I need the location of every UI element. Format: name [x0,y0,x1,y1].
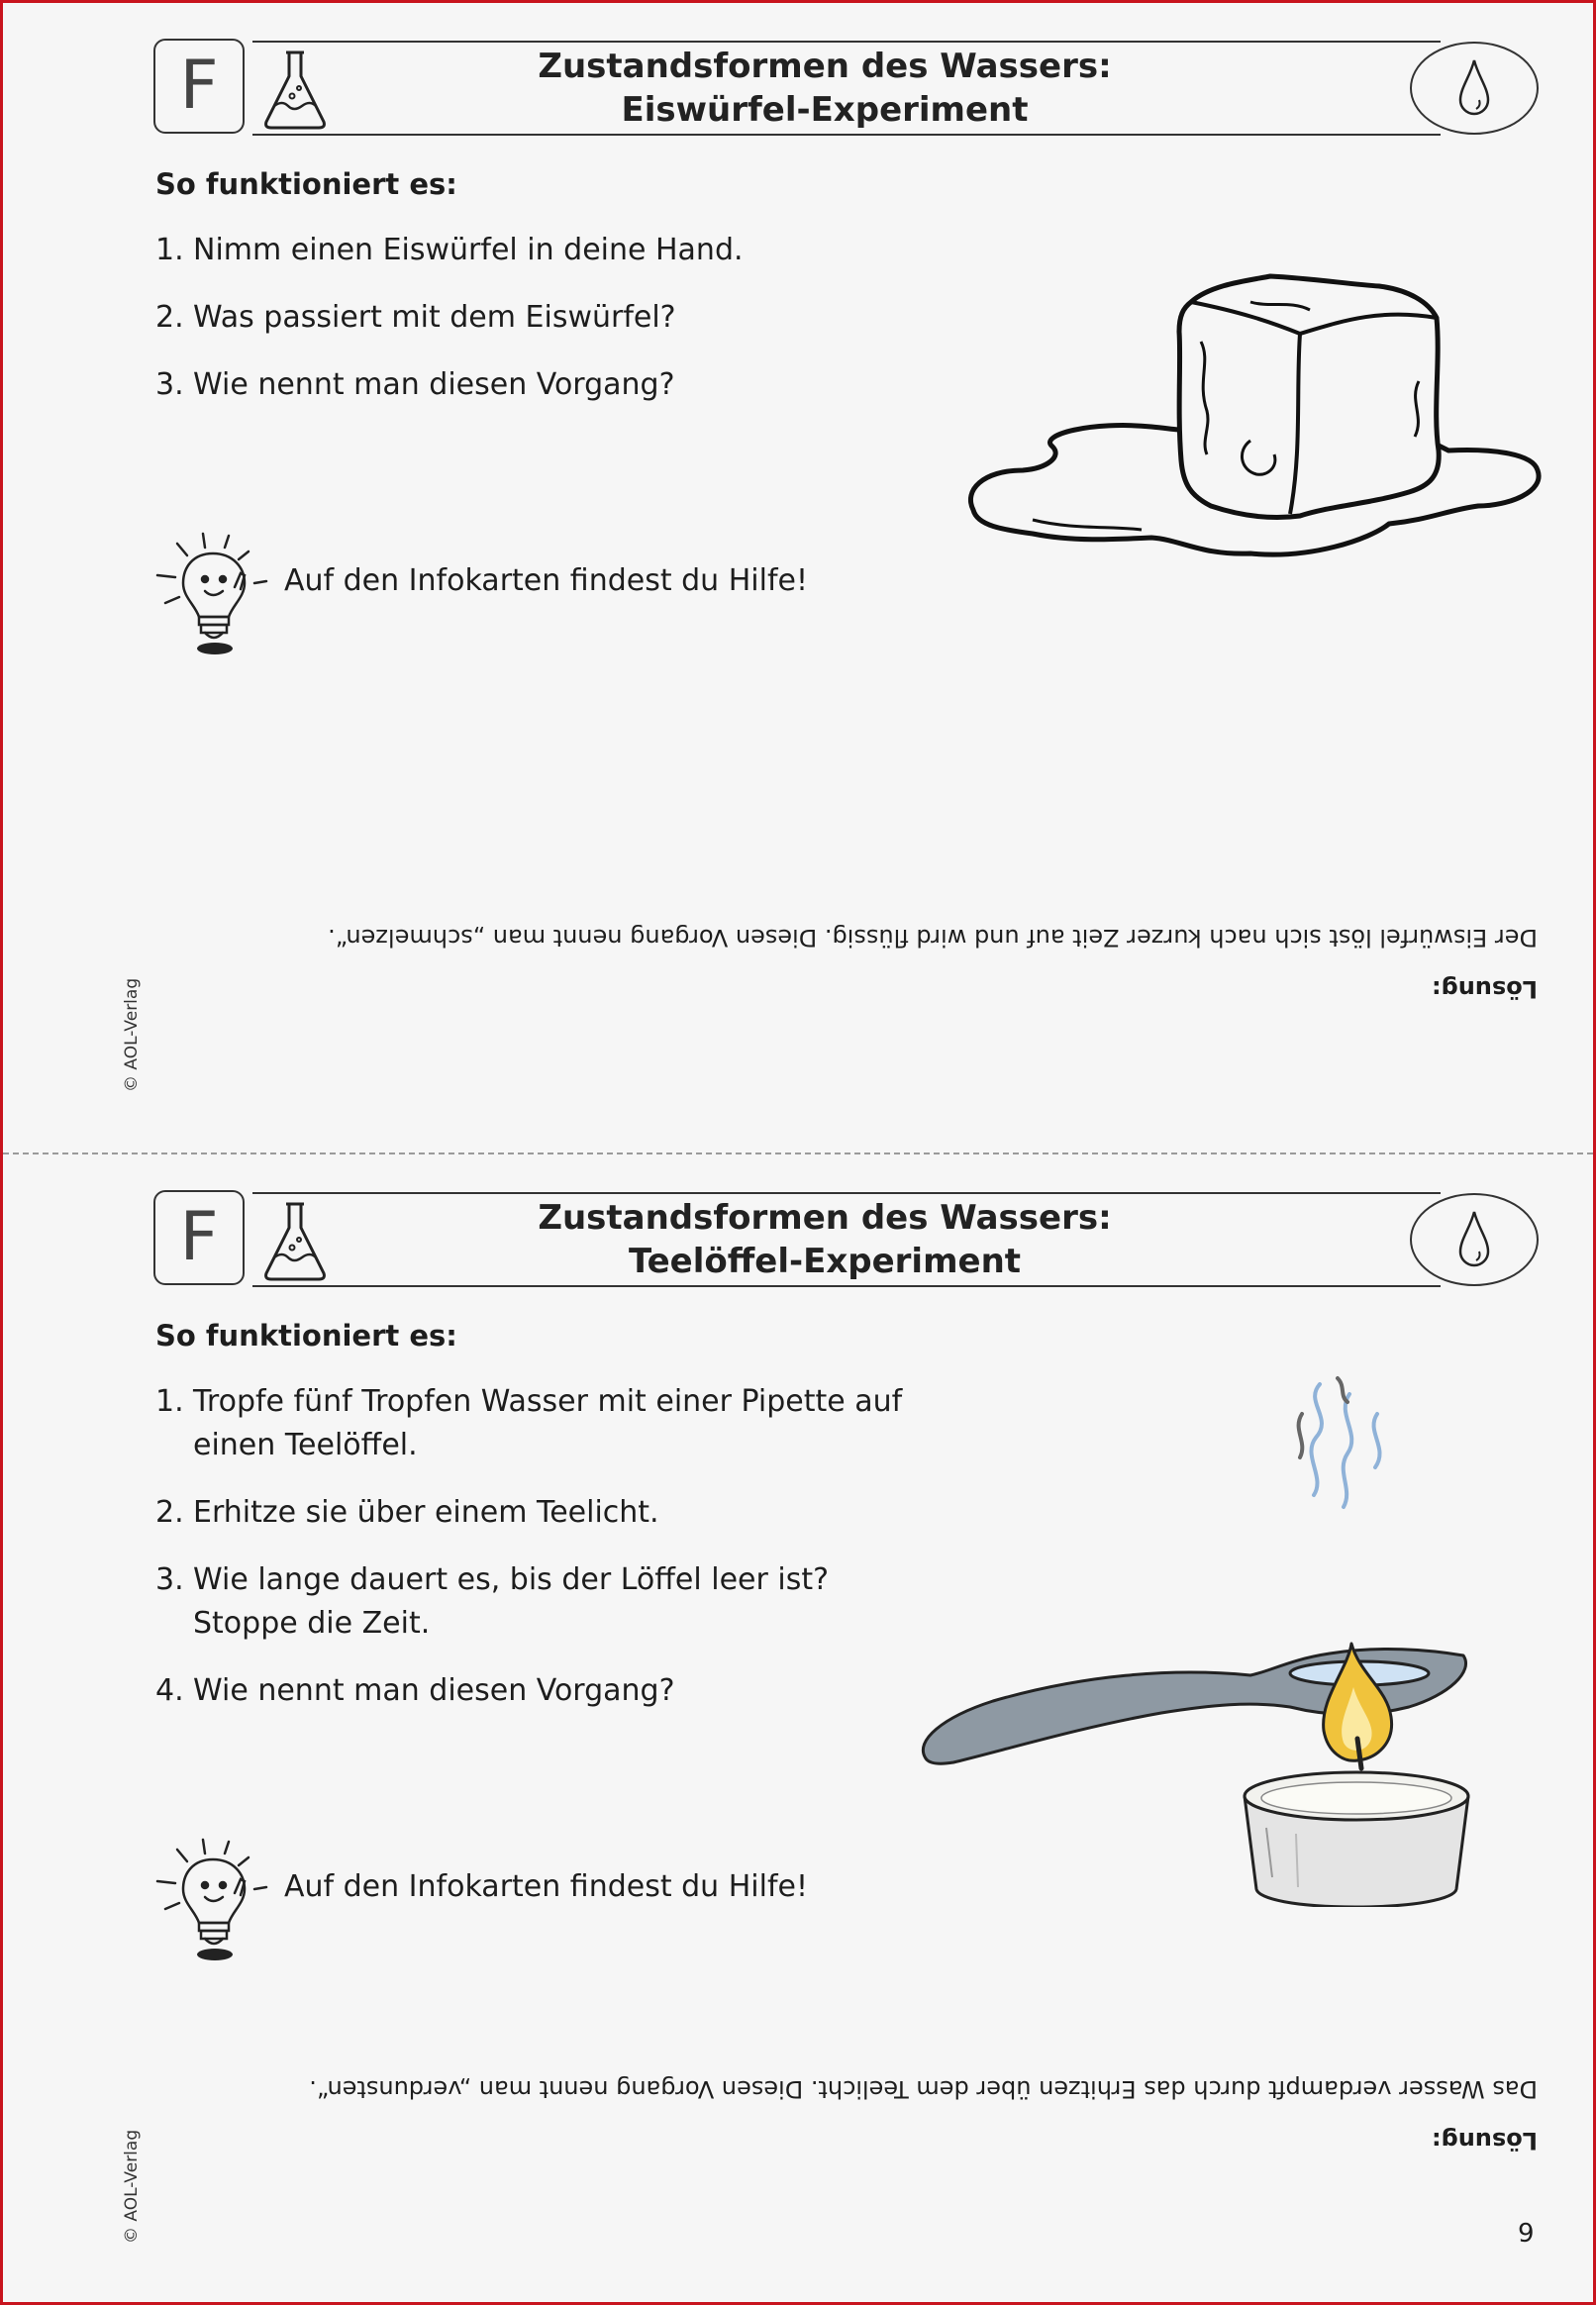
solution-text: Das Wasser verdampft durch das Erhitzen über dem Teelicht. Diesen Vorgang nennt man „verdunsten“. [309,2075,1538,2103]
step-item: 2. Was passiert mit dem Eiswürfel? [155,300,676,335]
steps-list [155,1380,908,1737]
card-title [429,1196,1221,1283]
step-item: 4. Wie nennt man diesen Vorgang? [155,1673,675,1708]
solution-label: Lösung: [1431,975,1538,1003]
solution-box [300,2075,1538,2155]
title-line-1: Zustandsformen des Wassers: [538,1198,1112,1238]
water-drop-icon [1409,41,1540,136]
flask-icon [258,47,332,132]
hint-box [153,1834,847,1962]
page-number: 9 [1518,2219,1535,2249]
tealight-illustration [1237,1640,1474,1907]
hint-text: Auf den Infokarten findest du Hilfe! [284,1869,808,1904]
solution-label: Lösung: [1431,2127,1538,2155]
steps-list [155,229,928,431]
category-badge: F [153,39,245,134]
step-item: 3. Wie lange dauert es, bis der Löffel leer ist? Stoppe die Zeit. [155,1562,830,1641]
lightbulb-icon [153,1834,272,1962]
solution-box [300,924,1538,1003]
solution-text: Der Eiswürfel löst sich nach kurzer Zeit auf und wird flüssig. Diesen Vorgang nennt man „schmelzen“. [328,924,1538,952]
instructions-heading: So funktioniert es: [155,1319,457,1353]
lightbulb-icon [153,528,272,656]
card-teaspoon-experiment: F Zustandsformen des Wassers: Teelöffel-Experiment So funktioniert es: 1. Tropfe fünf Tropfen Wasser mit einer Pipette auf einen Teelöffel. 2. Erhitze sie über einem Teelicht. 3. Wie lange dauert es, bis der Löffel leer ist? Stoppe die Zeit. 4. Wie nennt man diesen Vorgang? Auf den Infokarten findest du Hilfe! Lösung: Das Wasser verdampft durch das Erhitzen über dem Teelicht. Diesen Vorgang nennt man „verdunsten“. © AOL-Verlag [3,1154,1593,2304]
water-drop-icon [1409,1192,1540,1287]
category-badge: F [153,1190,245,1285]
title-line-2: Eiswürfel-Experiment [621,90,1029,130]
step-item: 1. Nimm einen Eiswürfel in deine Hand. [155,233,744,267]
title-line-1: Zustandsformen des Wassers: [538,47,1112,86]
title-line-2: Teelöffel-Experiment [628,1242,1022,1281]
step-item: 2. Erhitze sie über einem Teelicht. [155,1495,659,1530]
step-item: 1. Tropfe fünf Tropfen Wasser mit einer Pipette auf einen Teelöffel. [155,1384,903,1462]
hint-box [153,528,847,656]
card-ice-cube-experiment: F Zustandsformen des Wassers: Eiswürfel-Experiment So funktioniert es: 1. Nimm einen Eiswürfel in deine Hand. 2. Was passiert mit dem Eiswürfel? 3. Wie nennt man diesen Vorgang? Auf den Infokarten findest du Hilfe! Lösung: Der Eiswürfel löst sich nach kurzer Zeit auf und wird flüssig. Diesen Vorgang nennt man „schmelzen“. © AOL-Verlag [3,3,1593,1152]
instructions-heading: So funktioniert es: [155,167,457,201]
flask-icon [258,1198,332,1283]
ice-cube-illustration [953,272,1543,561]
step-item: 3. Wie nennt man diesen Vorgang? [155,367,675,402]
hint-text: Auf den Infokarten findest du Hilfe! [284,563,808,598]
card-title [429,45,1221,132]
